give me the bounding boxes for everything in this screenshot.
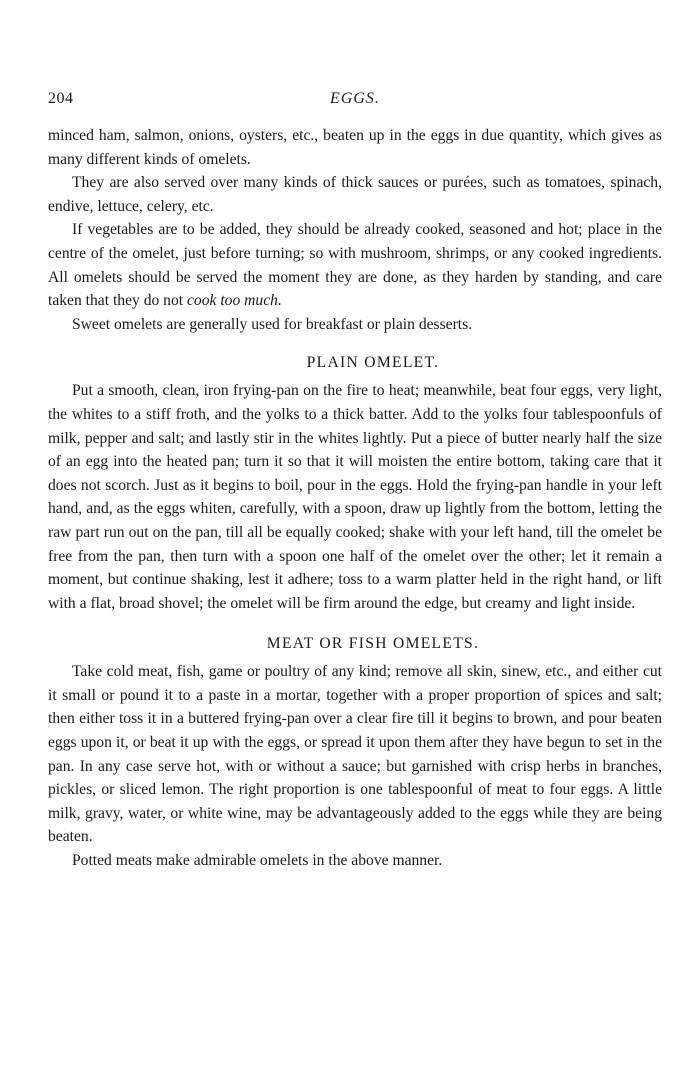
running-title: EGGS. <box>330 90 380 107</box>
intro-paragraph-sauces: They are also served over many kinds of thick sauces or purées, such as tomatoes, spinach, endive, lettuce, celery, etc. <box>48 174 662 215</box>
section-heading-meat-fish-omelets: MEAT OR FISH OMELETS. <box>266 635 480 653</box>
meat-fish-omelet-recipe: Take cold meat, fish, game or poultry of any kind; remove all skin, sinew, etc., and either cut it small or pound it to a paste in a mortar, together with a proper proportion of spices and salt; then either toss it in a buttered frying-pan over a clear fire till it begins to brown, and pour beaten eggs upon it, or beat it up with the eggs, or spread it upon them after they have begun to set in the pan. In any case serve hot, with or without a sauce; but garnished with crisp herbs in branches, pickles, or sliced lemon. The right proportion is one tablespoonful of meat to four eggs. A little milk, gravy, water, or white wine, may be advantageously added to the eggs while they are being beaten. <box>48 663 662 846</box>
intro-paragraph-vegetables <box>48 218 662 312</box>
page-number: 204 <box>48 90 74 107</box>
intro-paragraph-sweet: Sweet omelets are generally used for breakfast or plain desserts. <box>72 315 473 333</box>
vegetables-text: If vegetables are to be added, they should be already cooked, seasoned and hot; place in the centre of the omelet, just before turning; so with mushroom, shrimps, or any cooked ingredients. All omelets should be served the moment they are done, as they harden by standing, and care taken that they do not <box>48 221 662 310</box>
section-heading-plain-omelet: PLAIN OMELET. <box>306 354 440 372</box>
emphasis-cook-too-much: cook too much. <box>187 292 282 310</box>
plain-omelet-recipe: Put a smooth, clean, iron frying-pan on the fire to heat; meanwhile, beat four eggs, very light, the whites to a stiff froth, and the yolks to a thick batter. Add to the yolks four tablespoonfuls of milk, pepper and salt; and lastly stir in the whites lightly. Put a piece of butter nearly half the size of an egg into the heated pan; turn it so that it will moisten the entire bottom, taking care that it does not scorch. Just as it begins to boil, pour in the eggs. Hold the frying-pan handle in your left hand, and, as the eggs whiten, carefully, with a spoon, draw up lightly from the bottom, letting the raw part run out on the pan, till all be equally cooked; shake with your left hand, till the omelet be free from the pan, then turn with a spoon one half of the omelet over the other; let it remain a moment, but continue shaking, lest it adhere; toss to a warm platter held in the right hand, or lift with a flat, broad shovel; the omelet will be firm around the edge, but creamy and light inside. <box>48 382 662 612</box>
book-page <box>48 90 662 873</box>
intro-paragraph-continued: minced ham, salmon, onions, oysters, etc., beaten up in the eggs in due quantity, which gives as many different kinds of omelets. <box>48 127 662 168</box>
running-head <box>48 90 662 112</box>
potted-meats-note: Potted meats make admirable omelets in the above manner. <box>72 852 443 870</box>
